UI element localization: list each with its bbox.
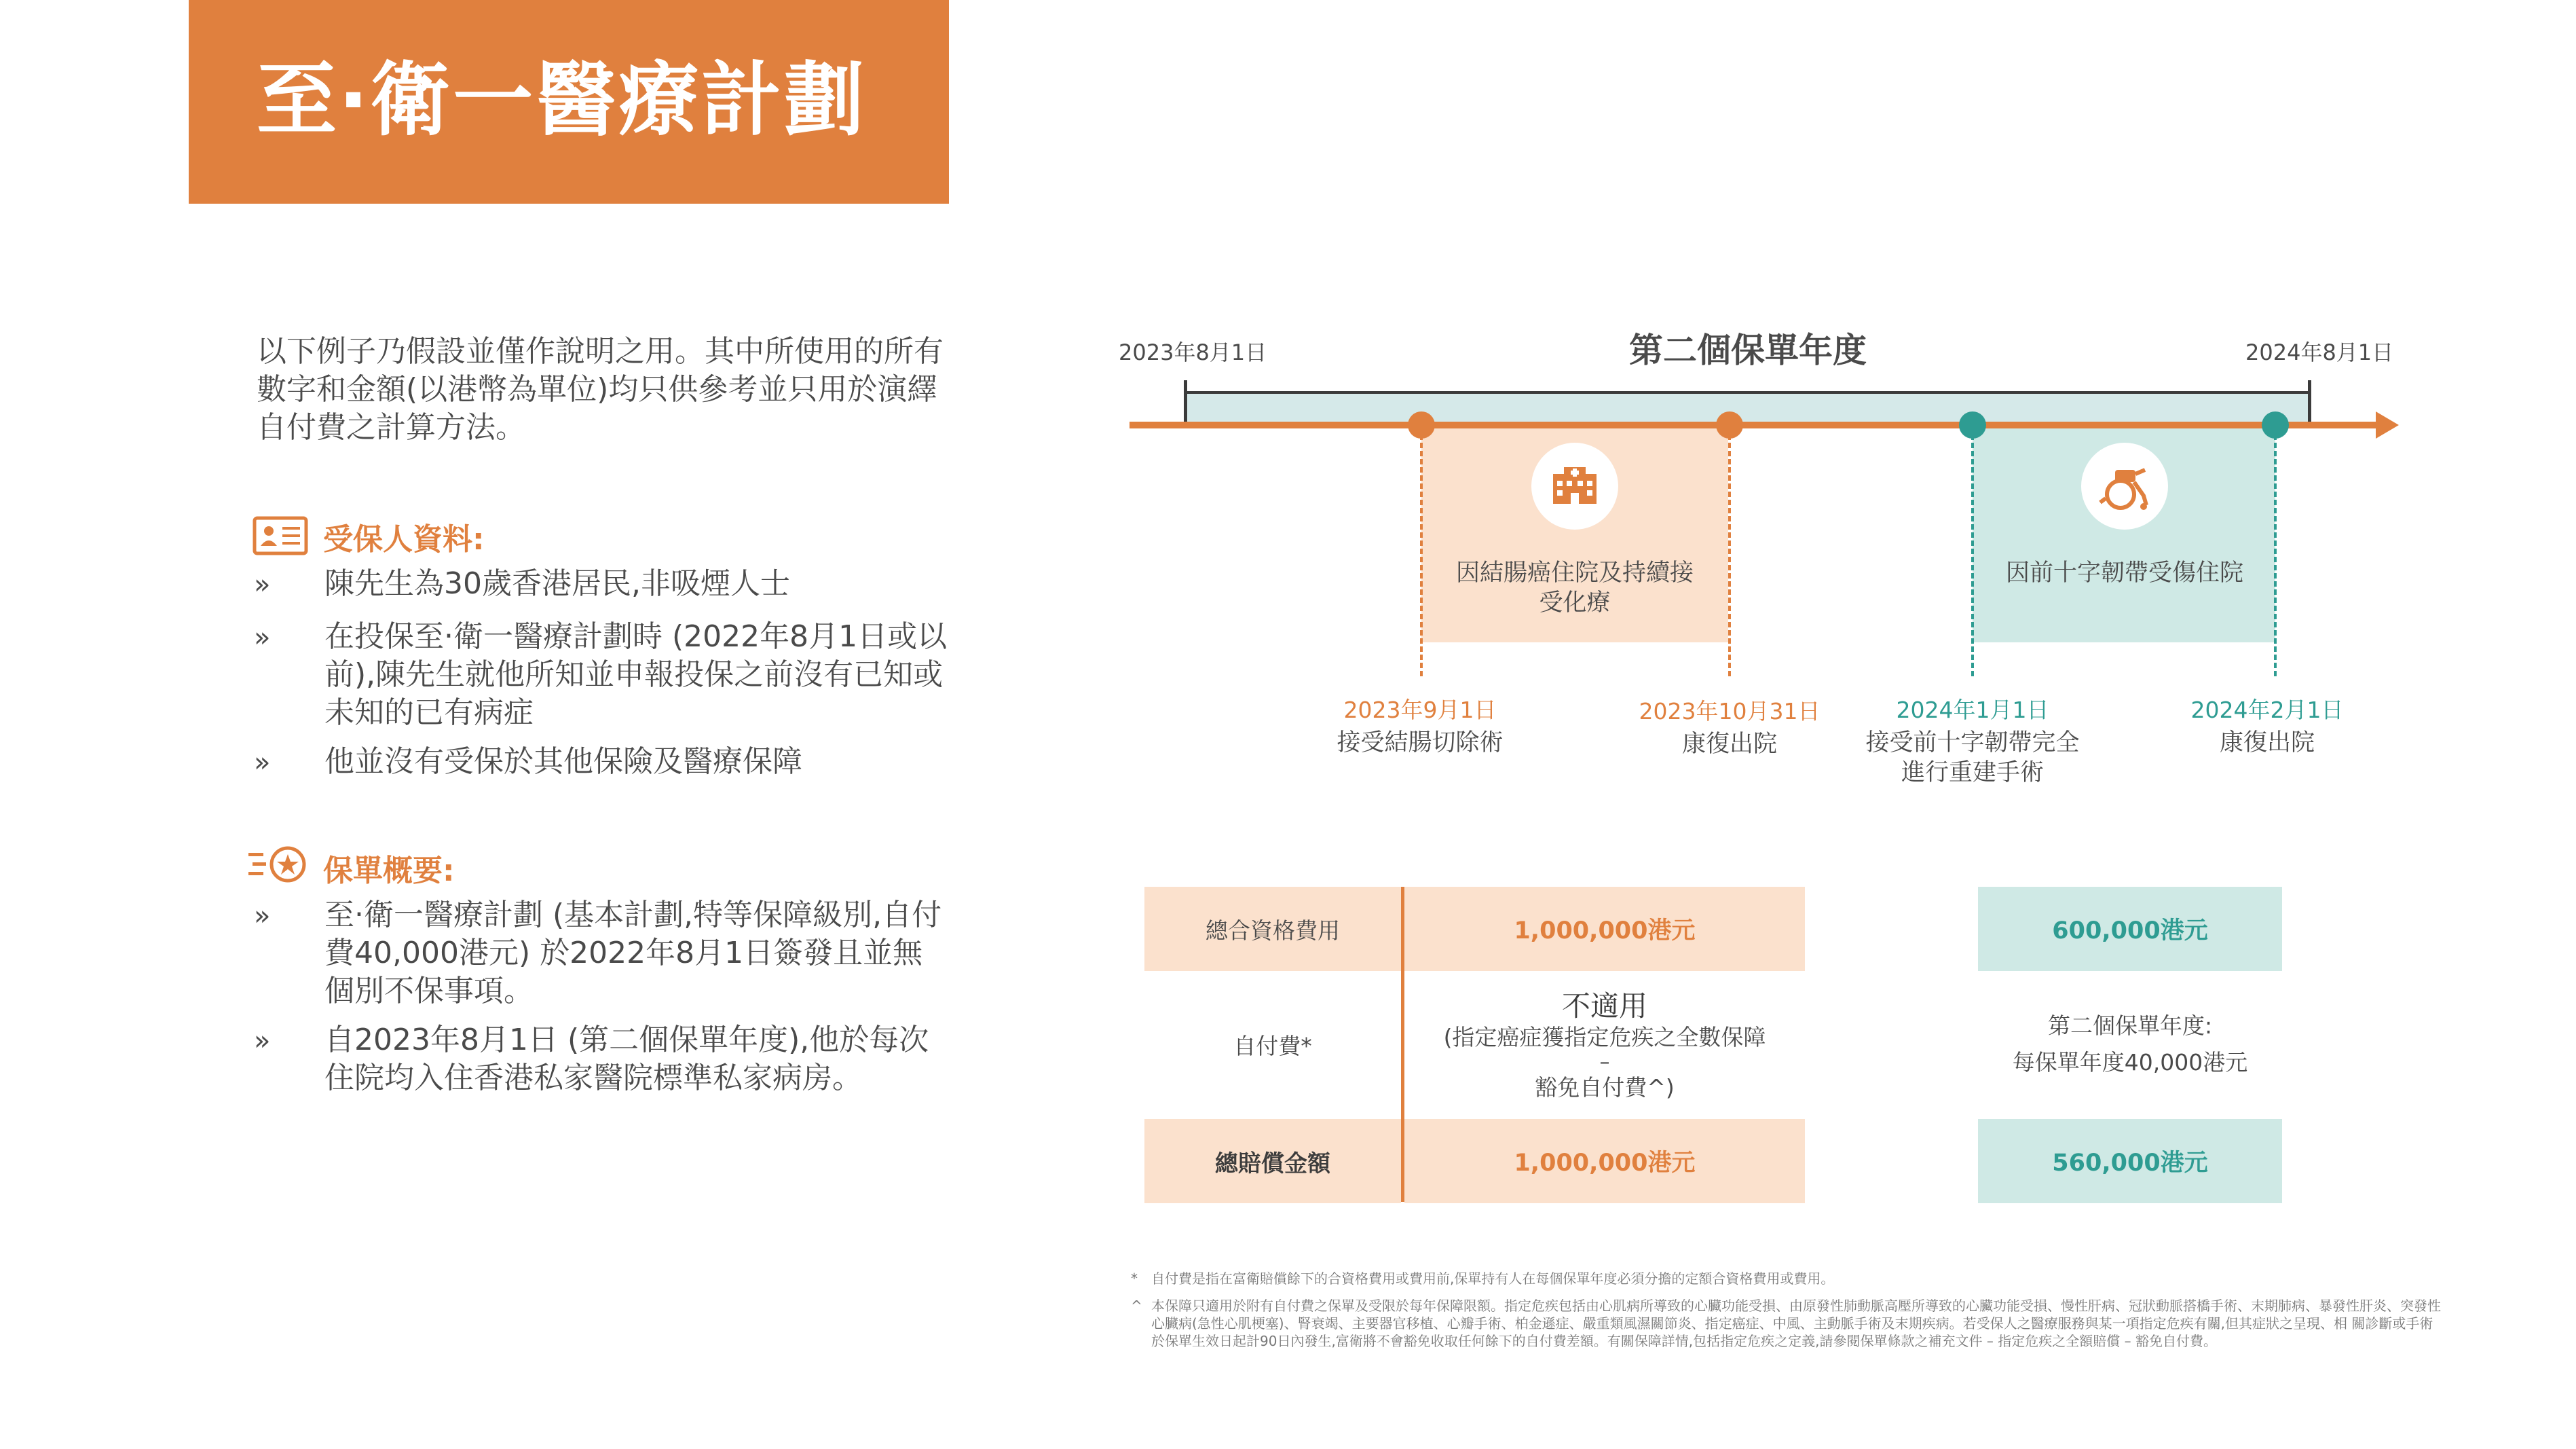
milestone-dot: [1408, 411, 1435, 439]
milestone-desc: 接受前十字韌帶完全進行重建手術: [1865, 729, 2080, 786]
deductible-waiver: 豁免自付費^): [1535, 1074, 1675, 1101]
wheelchair-icon: [2081, 443, 2168, 530]
milestone-line: [1971, 435, 1974, 676]
milestone-line: [1728, 435, 1731, 676]
insured-item: 陳先生為30歲香港居民,非吸煙人士: [324, 566, 790, 601]
intro-text: 以下例子乃假設並僅作說明之用。其中所使用的所有數字和金額(以港幣為單位)均只供參考並只用於演繹自付費之計算方法。: [257, 334, 944, 445]
deductible-year: 第二個保單年度:: [2047, 1012, 2213, 1039]
policy-star-icon: [246, 845, 311, 885]
milestone-date: 2024年2月1日: [2190, 697, 2344, 723]
milestone-desc: 接受結腸切除術: [1337, 729, 1504, 756]
milestone-dot: [2262, 411, 2289, 439]
insured-heading: 受保人資料:: [323, 522, 485, 557]
policy-year-band: [1187, 392, 2311, 424]
bullet: »: [254, 622, 271, 653]
bullet: »: [254, 747, 271, 778]
footnote-mark: ^: [1131, 1298, 1142, 1314]
label-total-claim: 總賠償金額: [1144, 1119, 1401, 1203]
milestone-dot: [1716, 411, 1743, 439]
label-total-eligible: 總合資格費用: [1144, 887, 1401, 971]
label-deductible: 自付費*: [1233, 1032, 1312, 1059]
insured-item: 在投保至‧衛一醫療計劃時 (2022年8月1日或以前),陳先生就他所知並申報投保之前沒有已知或未知的已有病症: [324, 619, 948, 730]
value-total-claim-acl: 560,000港元: [1978, 1119, 2282, 1203]
deductible-na: 不適用: [1561, 989, 1647, 1023]
bullet: »: [254, 900, 271, 932]
milestone-desc: 康復出院: [1681, 731, 1777, 758]
milestone-line: [1420, 435, 1423, 676]
milestone-date: 2023年10月31日: [1639, 698, 1821, 724]
deductible-amount: 每保單年度40,000港元: [2012, 1049, 2248, 1076]
policy-heading: 保單概要:: [323, 854, 455, 888]
footnote-critical-illness: 本保障只適用於附有自付費之保單及受限於每年保障限額。指定危疾包括由心肌病所導致的心臟功能受損、由原發性肺動脈高壓所導致的心臟功能受損、慢性肝病、冠狀動脈搭橋手術、末期肺病、暴發性肝炎、突發性心臟病(急性心肌梗塞)、腎衰竭、主要器官移植、心瓣手術、柏金遜症、嚴重類風濕關節炎、指定癌症、中風、主動脈手術及末期疾病。若受保人之醫療服務與某一項指定危疾有關,但其症狀之呈現、相 關診斷或手術於保單生效日起計90日內發生,富衛將不會豁免收取任何餘下的自付費差額。有關保障詳情,包括指定危疾之定義,請參閱保單條款之補充文件 – 指定危疾之全額賠償 – 豁免自付費。: [1151, 1298, 2441, 1349]
hospital-icon: [1531, 443, 1618, 530]
timeline-arrow: [2376, 411, 2399, 439]
milestone-line: [2274, 435, 2277, 676]
milestone-date: 2023年9月1日: [1343, 697, 1497, 723]
insured-item: 他並沒有受保於其他保險及醫療保障: [324, 744, 802, 779]
policy-item: 自2023年8月1日 (第二個保單年度),他於每次住院均入住香港私家醫院標準私家病房。: [324, 1023, 929, 1095]
event-caption-cancer: 因結腸癌住院及持續接受化療: [1455, 560, 1694, 617]
end-bracket: [2308, 380, 2311, 424]
id-card-icon: [253, 516, 308, 555]
bullet: »: [254, 1025, 271, 1057]
footnote-mark: *: [1131, 1270, 1138, 1287]
bullet: »: [254, 569, 271, 600]
milestone-desc: 康復出院: [2219, 729, 2315, 756]
milestone-date: 2024年1月1日: [1896, 697, 2049, 723]
value-total-eligible-acl: 600,000港元: [1978, 887, 2282, 971]
milestone-dot: [1959, 411, 1986, 439]
start-bracket: [1184, 380, 1187, 424]
deductible-dash: –: [1599, 1050, 1610, 1074]
bracket-line: [1184, 391, 2311, 394]
deductible-note: (指定癌症獲指定危疾之全數保障: [1443, 1024, 1766, 1050]
policy-item: 至‧衛一醫療計劃 (基本計劃,特等保障級別,自付費40,000港元) 於2022年8月1日簽發且並無個別不保事項。: [324, 898, 942, 1008]
value-total-eligible-cancer: 1,000,000港元: [1404, 887, 1805, 971]
timeline-title: 第二個保單年度: [1629, 331, 1867, 370]
event-caption-acl: 因前十字韌帶受傷住院: [2005, 560, 2243, 587]
timeline-axis: [1130, 422, 2378, 428]
footnote-deductible: 自付費是指在富衛賠償餘下的合資格費用或費用前,保單持有人在每個保單年度必須分擔的定額合資格費用或費用。: [1151, 1270, 1835, 1287]
value-deductible-acl: [1978, 1008, 2282, 1081]
value-total-claim-cancer: 1,000,000港元: [1404, 1119, 1805, 1203]
value-deductible-cancer: [1404, 989, 1805, 1101]
timeline-start-date: 2023年8月1日: [1119, 340, 1267, 365]
page-title: 至‧衛一醫療計劃: [257, 53, 867, 147]
timeline-end-date: 2024年8月1日: [2245, 340, 2394, 365]
